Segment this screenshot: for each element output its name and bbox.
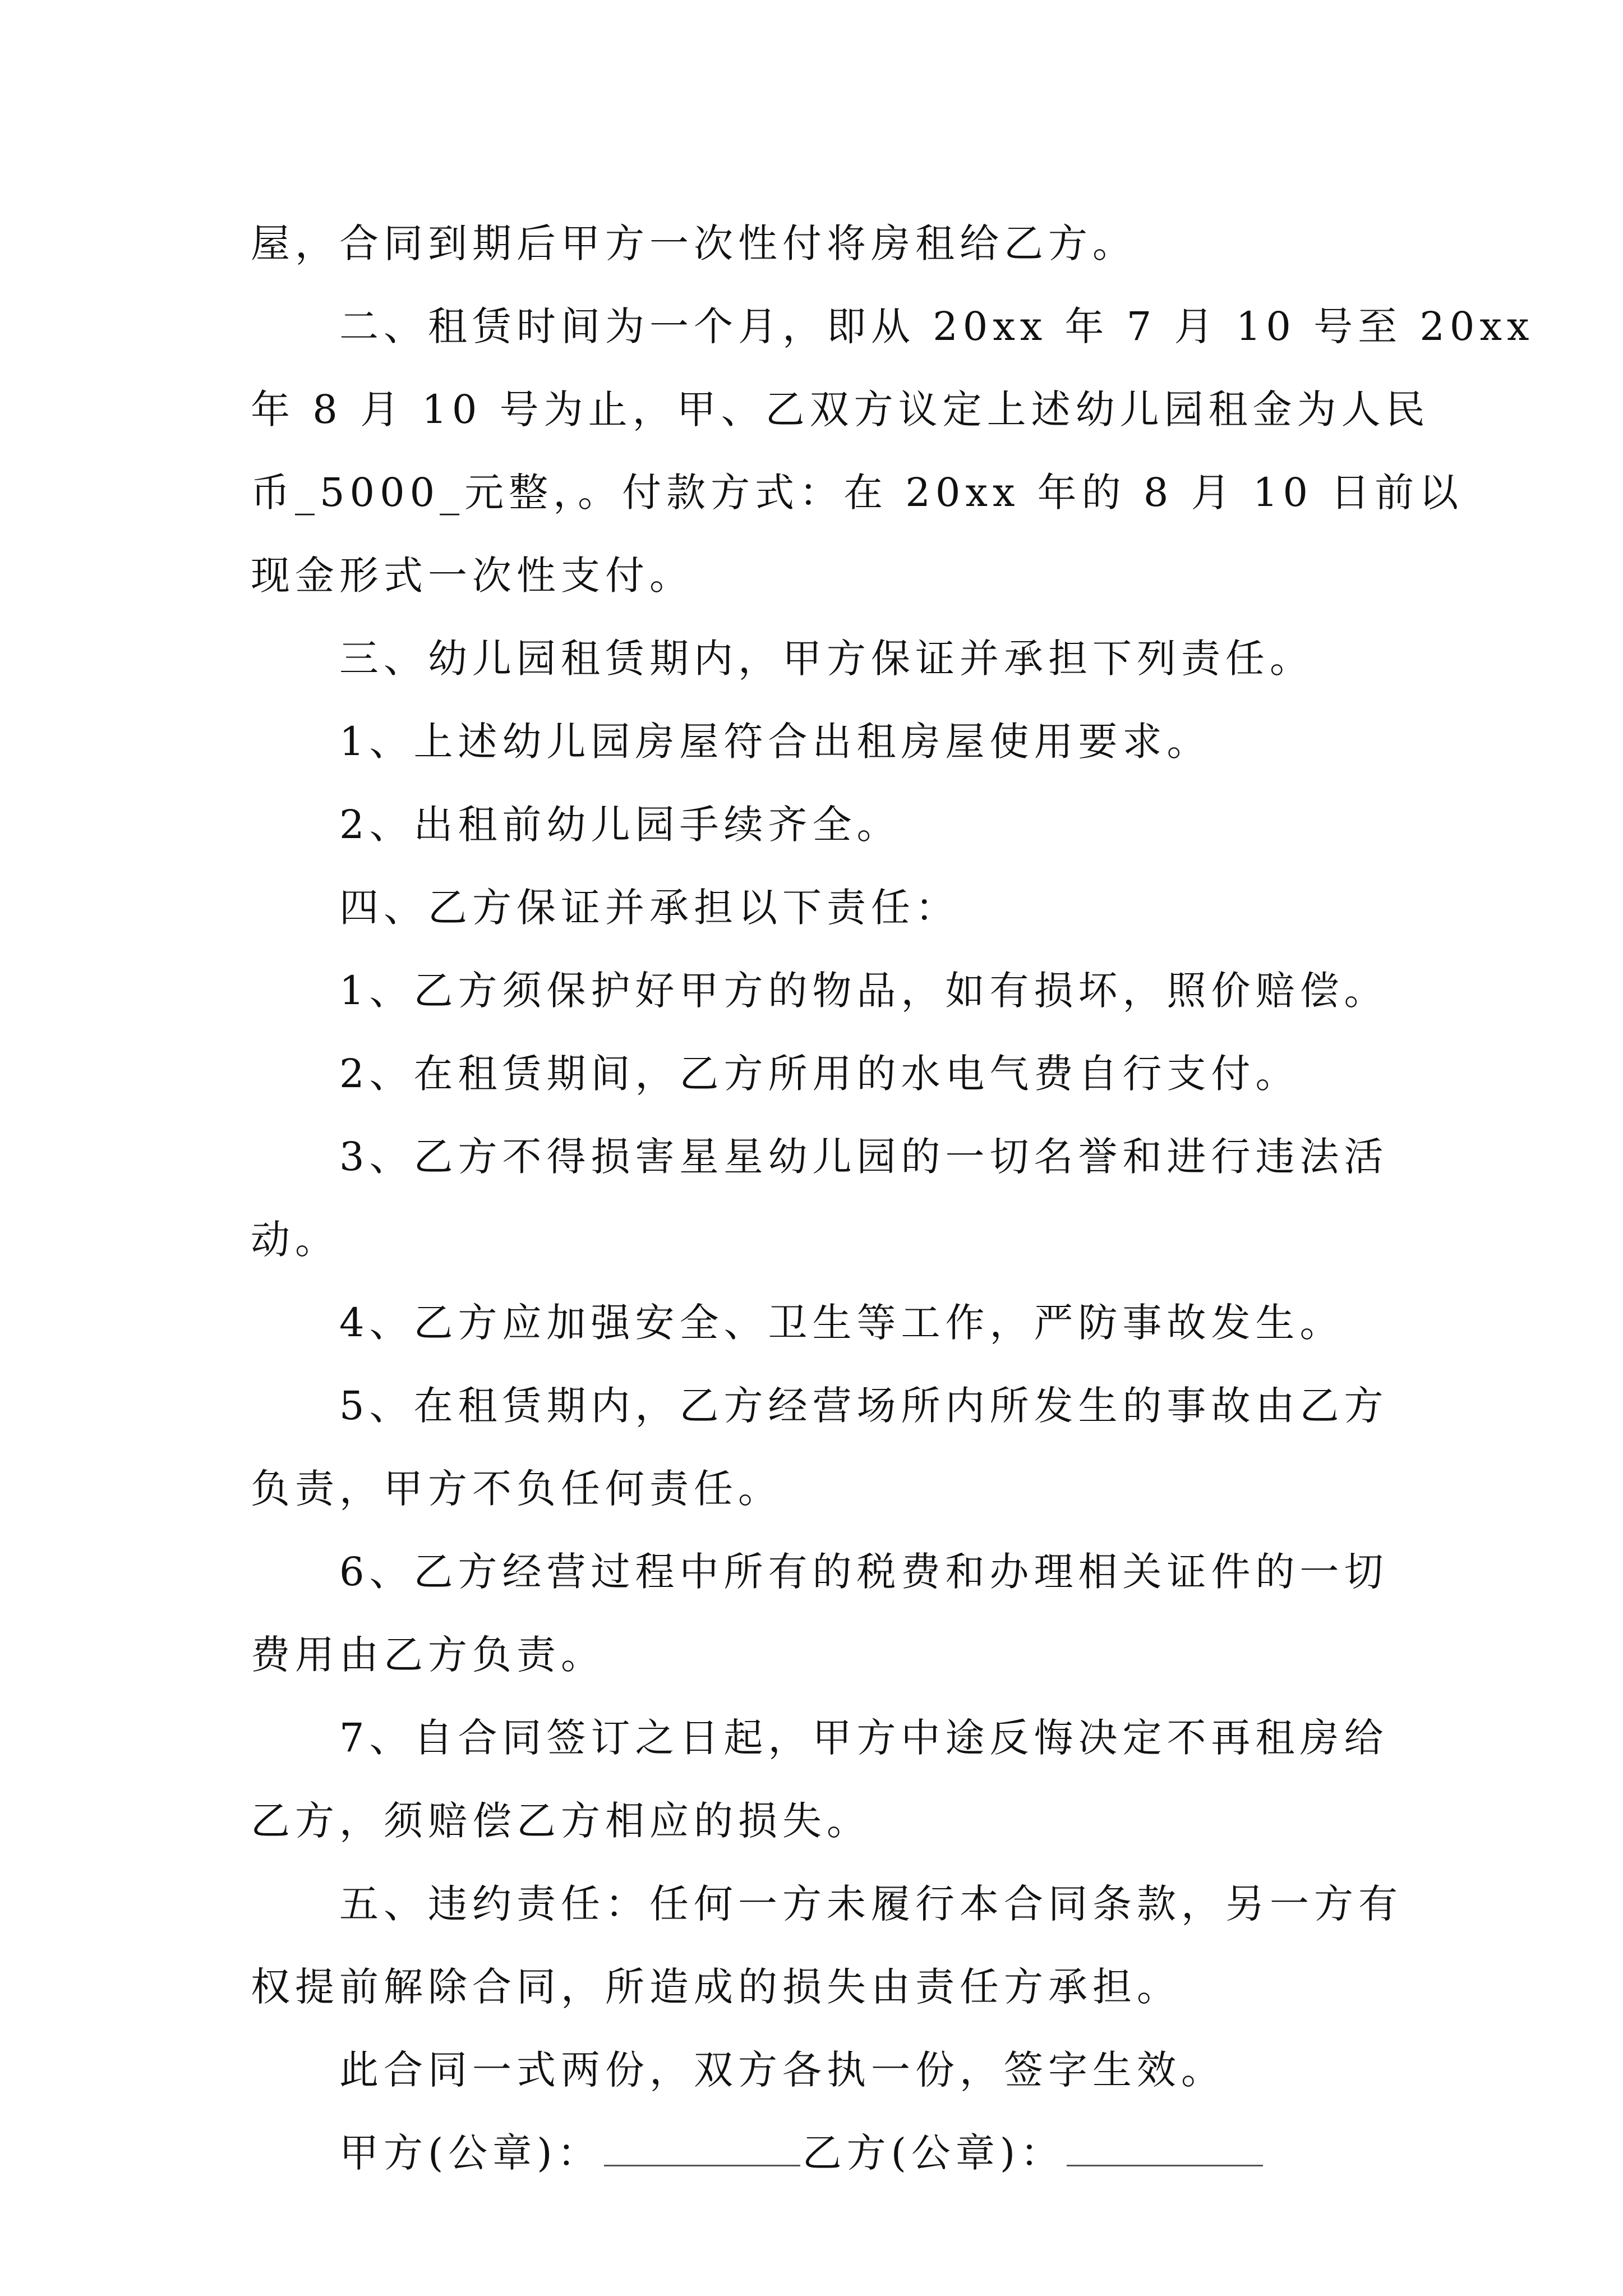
party-b-signature-blank [1067,2125,1263,2166]
text-line: 2、出租前幼儿园手续齐全。 [339,802,901,848]
text-line: 2、在租赁期间，乙方所用的水电气费自行支付。 [339,1051,1300,1097]
text-line: 二、租赁时间为一个月，即从 20xx 年 7 月 10 号至 20xx [339,303,1534,349]
text-line: 权提前解除合同，所造成的损失由责任方承担。 [251,1964,1181,2010]
party-a-signature-blank [604,2125,800,2166]
text-line: 7、自合同签订之日起，甲方中途反悔决定不再租房给 [339,1715,1389,1761]
text-line: 5、在租赁期内，乙方经营场所内所发生的事故由乙方 [339,1383,1389,1429]
text-line: 负责，甲方不负任何责任。 [251,1466,782,1512]
text-line: 现金形式一次性支付。 [251,553,694,599]
party-a-label: 甲方(公章)： [339,2130,602,2176]
text-line: 三、幼儿园租赁期内，甲方保证并承担下列责任。 [339,636,1314,682]
text-line: 四、乙方保证并承担以下责任： [339,885,960,931]
text-line: 费用由乙方负责。 [251,1632,605,1678]
text-line: 6、乙方经营过程中所有的税费和办理相关证件的一切 [339,1549,1389,1595]
text-line: 五、违约责任：任何一方未履行本合同条款，另一方有 [339,1881,1403,1927]
text-line: 屋，合同到期后甲方一次性付将房租给乙方。 [251,220,1137,266]
text-line: 币_5000_元整，。付款方式：在 20xx 年的 8 月 10 日前以 [251,470,1464,516]
text-line: 乙方，须赔偿乙方相应的损失。 [251,1798,871,1844]
signature-row [251,2111,1378,2194]
text-line: 年 8 月 10 号为止，甲、乙双方议定上述幼儿园租金为人民 [251,386,1430,432]
text-line: 3、乙方不得损害星星幼儿园的一切名誉和进行违法活 [339,1134,1389,1180]
text-line: 此合同一式两份，双方各执一份，签字生效。 [339,2047,1225,2093]
text-line: 动。 [251,1217,339,1263]
document-page [251,202,1534,2194]
party-b-label: 乙方(公章)： [802,2130,1065,2176]
text-line: 1、上述幼儿园房屋符合出租房屋使用要求。 [339,719,1211,765]
text-line: 4、乙方应加强安全、卫生等工作，严防事故发生。 [339,1300,1344,1346]
text-line: 1、乙方须保护好甲方的物品，如有损坏，照价赔偿。 [339,968,1389,1014]
